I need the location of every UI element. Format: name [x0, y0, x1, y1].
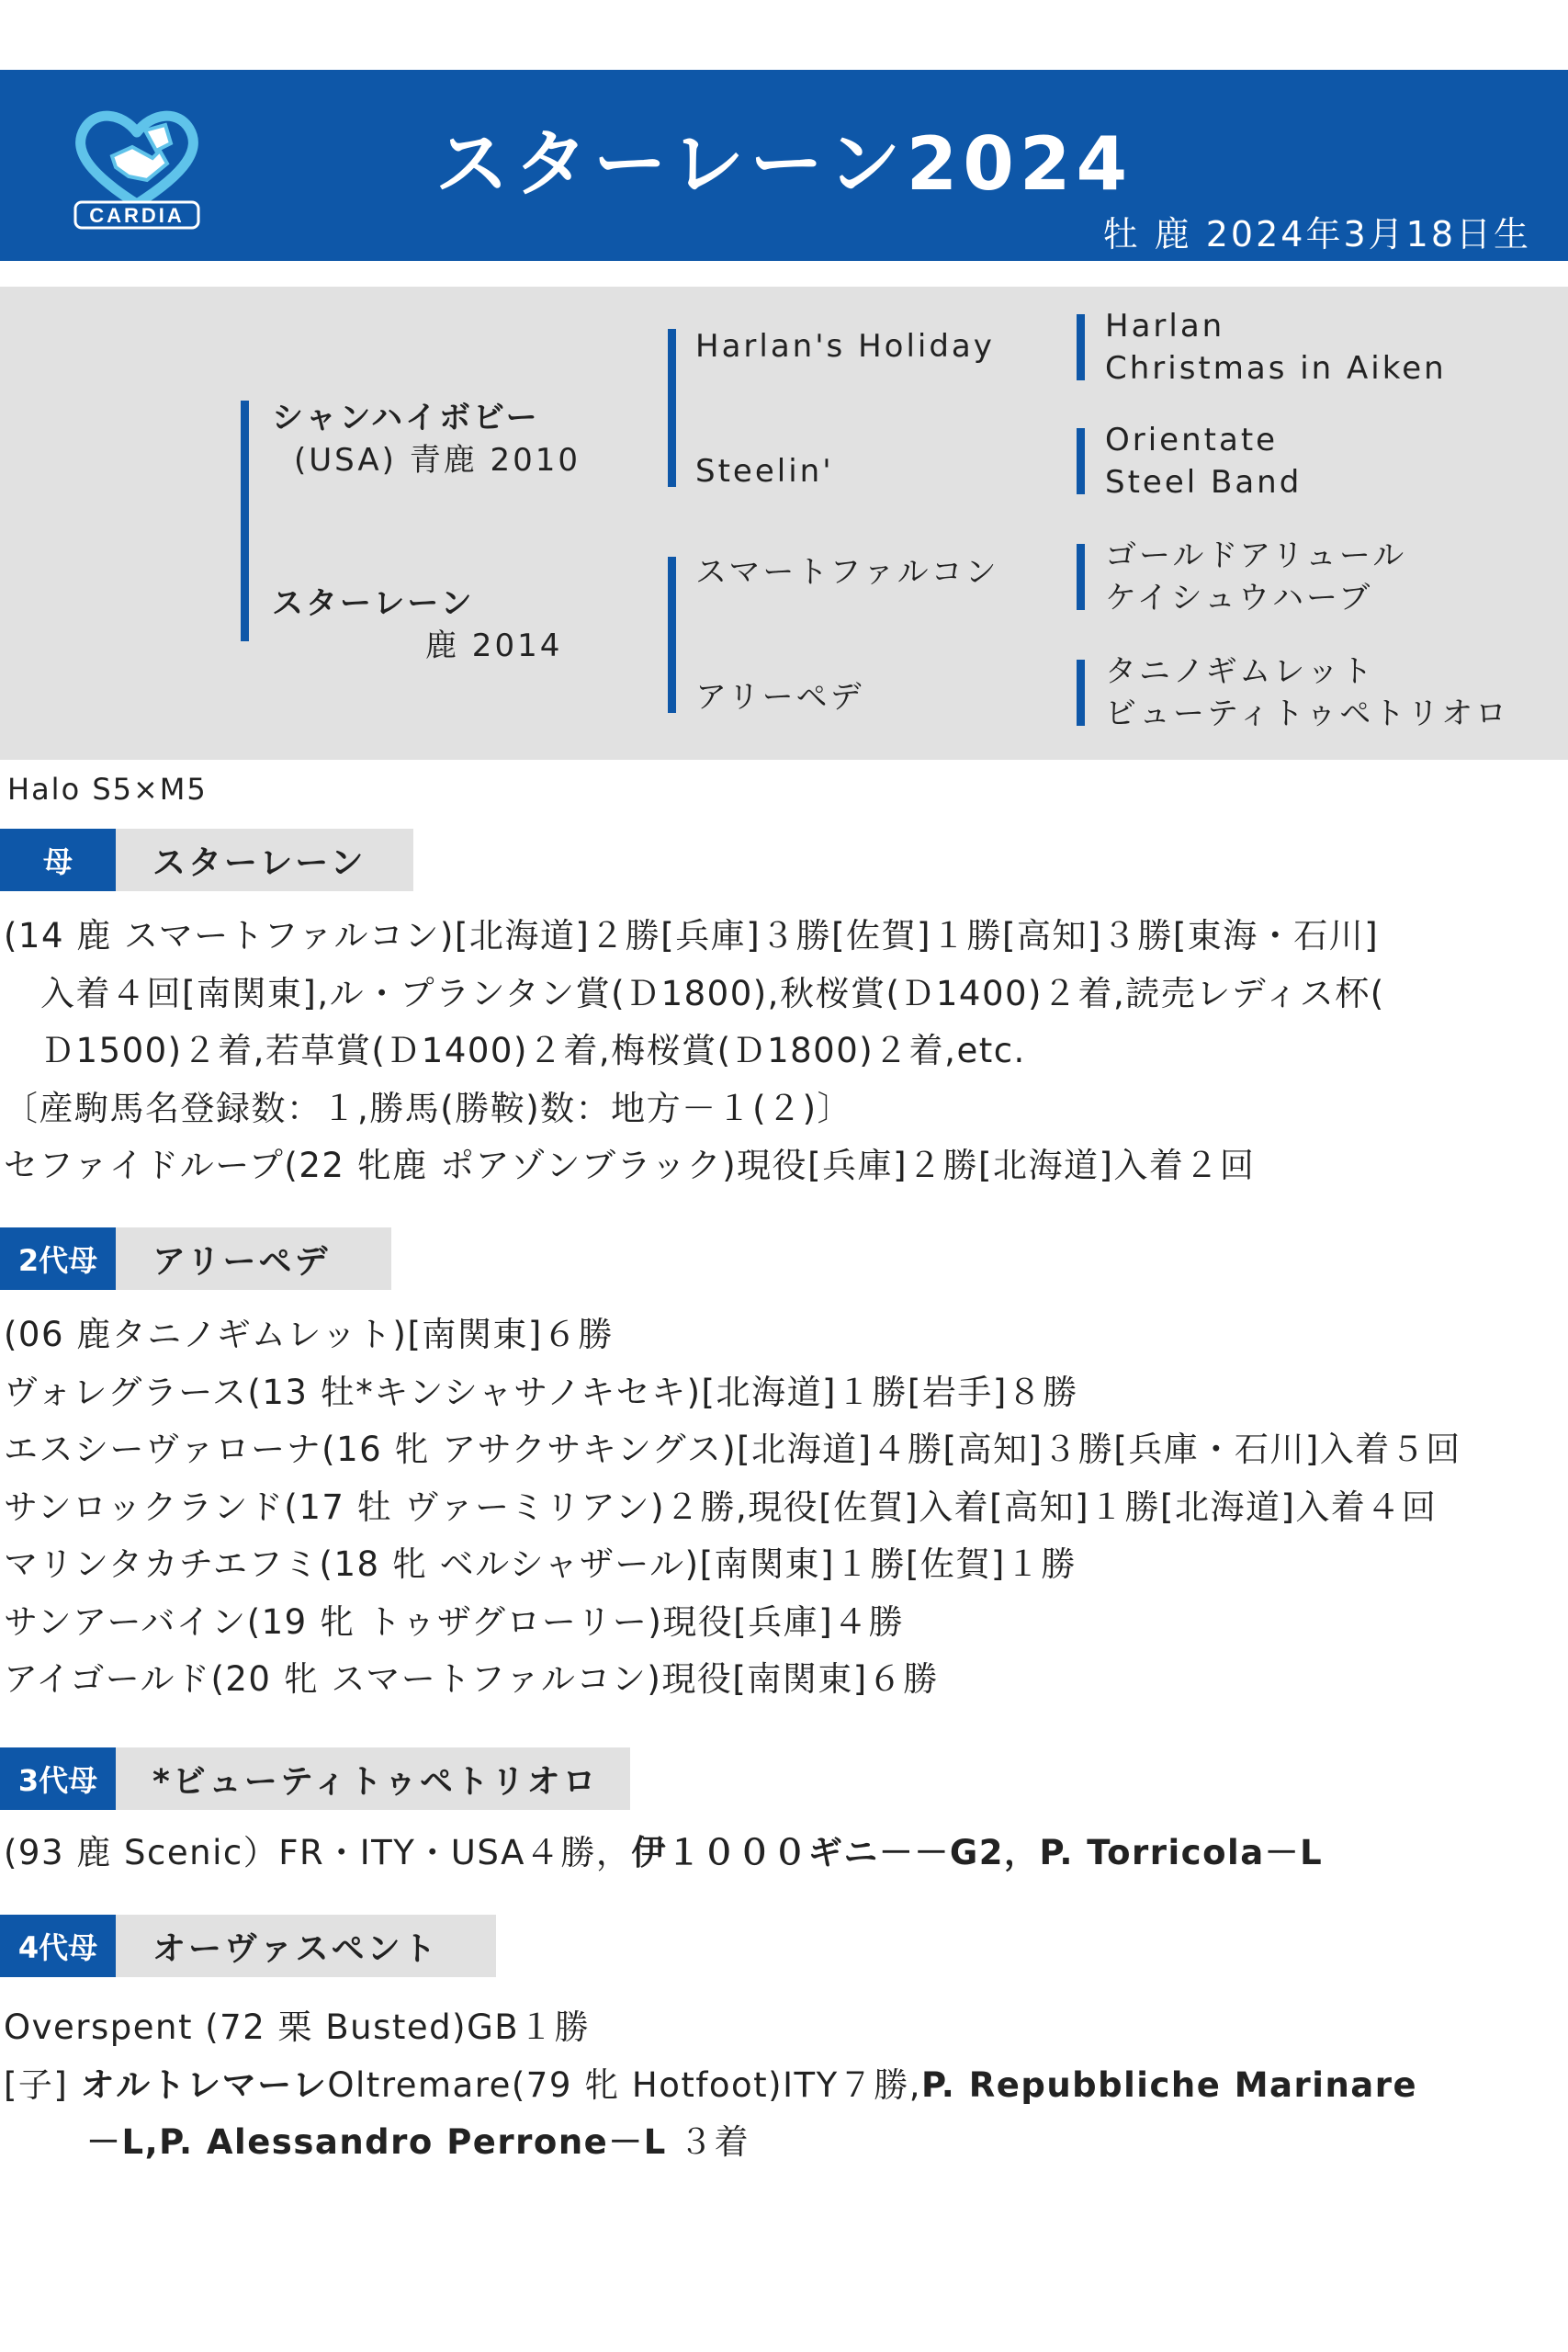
record-line: (06 鹿タニノギムレット)[南関東]６勝 — [4, 1315, 614, 1354]
record-line — [86, 2114, 750, 2164]
ggp-4b: ビューティトゥペトリオロ — [1105, 695, 1510, 732]
section-tag: 3代母 — [0, 1747, 116, 1810]
pedigree-bar — [1077, 660, 1085, 726]
record-line: 入着４回[南関東],ル・プランタン賞(Ｄ1800),秋桜賞(Ｄ1400)２着,読売レディス杯( — [40, 974, 1385, 1013]
record-line: (14 鹿 スマートファルコン)[北海道]２勝[兵庫]３勝[佐賀]１勝[高知]３勝[東海・石川] — [4, 916, 1380, 956]
record-line: Overspent (72 栗 Busted)GB１勝 — [4, 2007, 591, 2047]
record-line: サンアーバイン(19 牝 トゥザグローリー)現役[兵庫]４勝 — [4, 1602, 905, 1642]
dam-sire: スマートファルコン — [695, 554, 999, 591]
sire-dam: Steelin' — [695, 453, 834, 490]
record-text: (93 鹿 Scenic）FR・ITY・USA４勝， — [4, 1833, 632, 1872]
ggp-1b: Christmas in Aiken — [1105, 350, 1447, 387]
record-line: マリンタカチエフミ(18 牝 ベルシャザール)[南関東]１勝[佐賀]１勝 — [4, 1544, 1077, 1584]
record-line: 〔産駒馬名登録数：１,勝馬(勝鞍)数：地方－１(２)〕 — [4, 1089, 853, 1128]
record-line: Ｄ1500)２着,若草賞(Ｄ1400)２着,梅桜賞(Ｄ1800)２着,etc. — [40, 1031, 1026, 1070]
section-tag: 母 — [0, 829, 116, 891]
birth-info: 牡 鹿 2024年3月18日生 — [1102, 214, 1531, 254]
ggp-1a: Harlan — [1105, 308, 1225, 345]
section-third-dam-header — [0, 1747, 630, 1810]
section-tag: 2代母 — [0, 1227, 116, 1290]
header-banner — [0, 70, 1568, 261]
section-fourth-dam-header — [0, 1915, 496, 1977]
pedigree-bar — [241, 401, 249, 641]
ggp-2b: Steel Band — [1105, 464, 1303, 501]
record-text-bold: P. Repubbliche Marinare — [920, 2065, 1418, 2105]
record-text-bold: オルトレマーレ — [80, 2065, 328, 2105]
pedigree-bar — [1077, 544, 1085, 610]
record-text: [子] — [4, 2065, 81, 2105]
section-name: *ビューティトゥペトリオロ — [116, 1747, 630, 1810]
sire-name: シャンハイボビー — [272, 400, 540, 436]
svg-text:CARDIA: CARDIA — [89, 204, 185, 227]
ggp-4a: タニノギムレット — [1105, 653, 1375, 690]
sire-sire: Harlan's Holiday — [695, 328, 995, 365]
record-line: アイゴールド(20 牝 スマートファルコン)現役[南関東]６勝 — [4, 1659, 939, 1699]
record-text-bold: 伊１０００ギニ－－G2，P. Torricola－L — [631, 1833, 1324, 1872]
section-name: アリーペデ — [116, 1227, 391, 1290]
record-line: サンロックランド(17 牡 ヴァーミリアン)２勝,現役[佐賀]入着[高知]１勝[北海道]入着４回 — [4, 1487, 1438, 1527]
page-title: スターレーン2024 — [434, 121, 1134, 207]
pedigree-bar — [1077, 428, 1085, 494]
section-name: オーヴァスペント — [116, 1915, 496, 1977]
ggp-2a: Orientate — [1105, 422, 1279, 458]
record-text: ３着 — [666, 2122, 750, 2162]
record-line: ヴォレグラース(13 牡*キンシャサノキセキ)[北海道]１勝[岩手]８勝 — [4, 1373, 1078, 1412]
record-line — [4, 2057, 1417, 2107]
section-tag: 4代母 — [0, 1915, 116, 1977]
ggp-3a: ゴールドアリュール — [1105, 537, 1407, 574]
pedigree-bar — [668, 329, 676, 487]
ggp-3b: ケイシュウハーブ — [1105, 580, 1373, 616]
record-text-bold: －L,P. Alessandro Perrone－L — [86, 2122, 667, 2162]
pedigree-bar — [1077, 314, 1085, 380]
dam-info: 鹿 2014 — [425, 628, 563, 664]
section-second-dam-header — [0, 1227, 391, 1290]
inbreeding-note: Halo S5×M5 — [7, 772, 208, 807]
record-line: エスシーヴァローナ(16 牝 アサクサキングス)[北海道]４勝[高知]３勝[兵庫・石川]入着５回 — [4, 1430, 1461, 1469]
section-dam-header — [0, 829, 413, 891]
dam-name: スターレーン — [272, 585, 475, 622]
dam-dam: アリーペデ — [695, 679, 864, 716]
record-line — [4, 1825, 1323, 1874]
record-line: セファイドループ(22 牝鹿 ポアゾンブラック)現役[兵庫]２勝[北海道]入着２回 — [4, 1146, 1256, 1185]
pedigree-bar — [668, 557, 676, 713]
record-text: Oltremare(79 牝 Hotfoot)ITY７勝, — [327, 2065, 921, 2105]
sire-info: (USA) 青鹿 2010 — [294, 442, 581, 479]
section-name: スターレーン — [116, 829, 413, 891]
pedigree-table — [0, 287, 1568, 760]
